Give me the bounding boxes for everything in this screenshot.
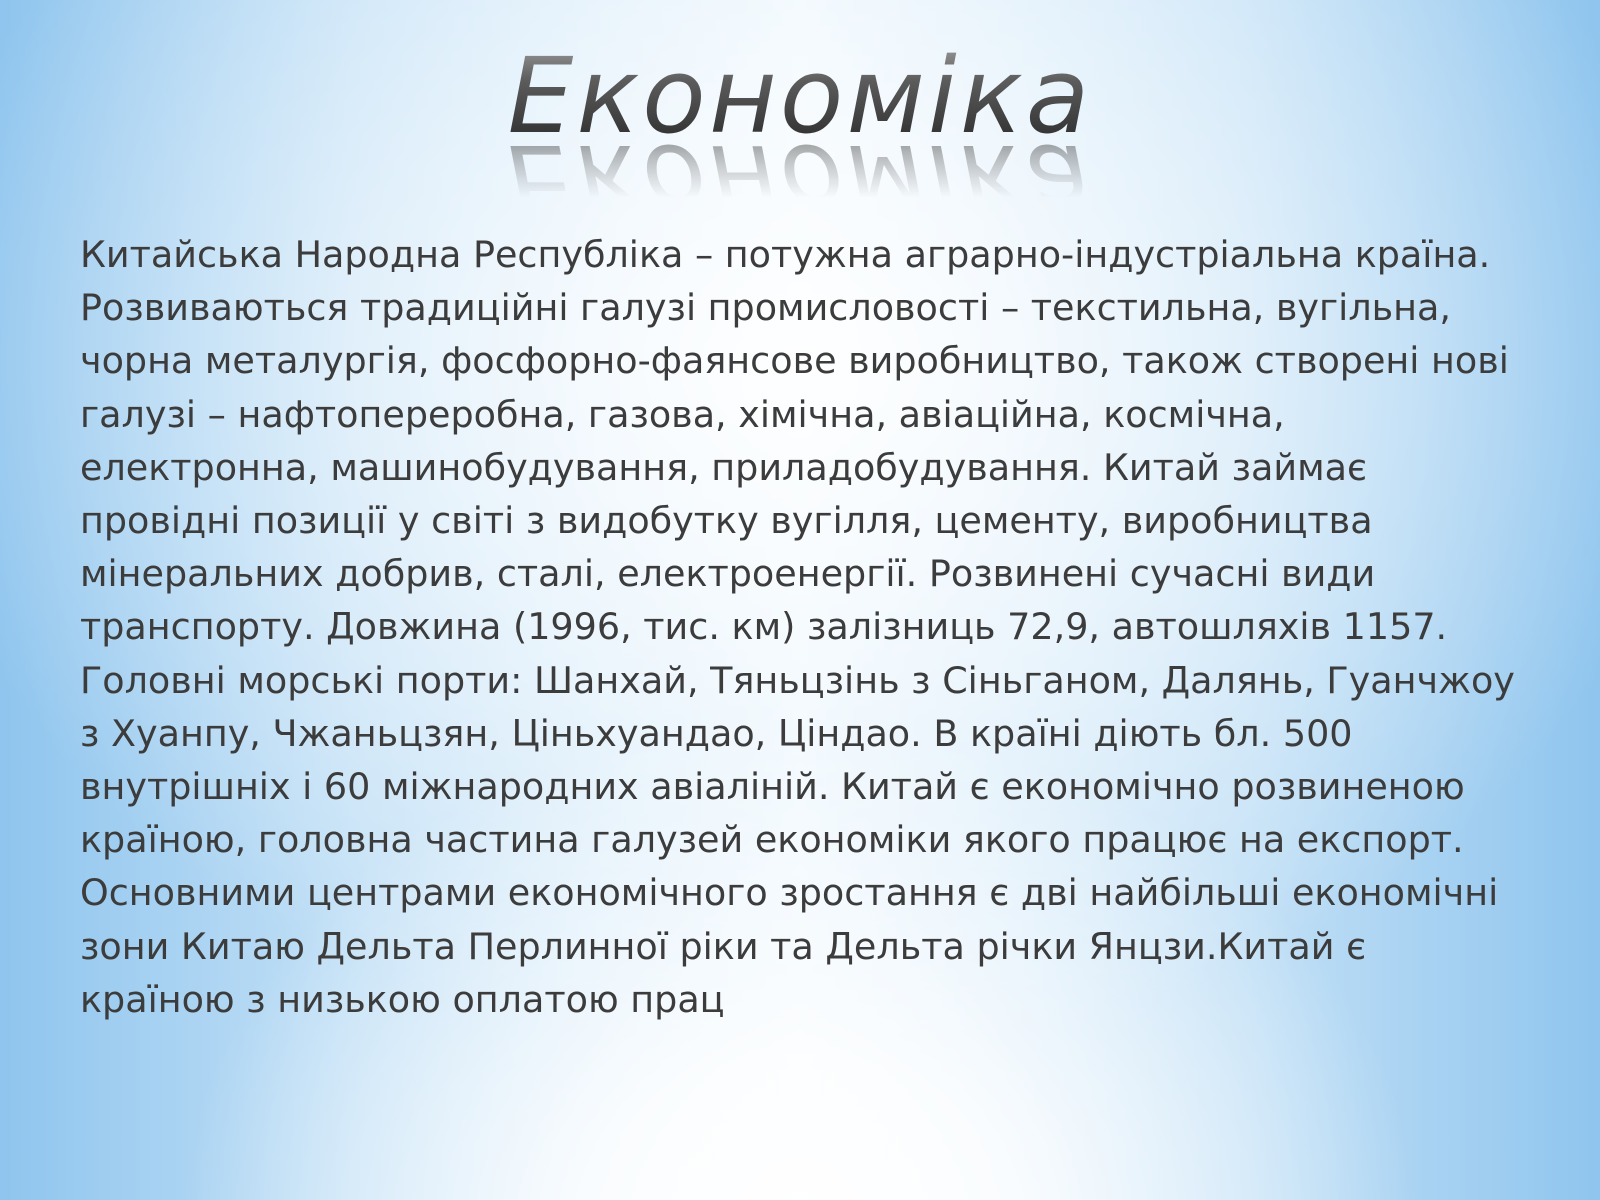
slide-body-text: Китайська Народна Республіка – потужна аграрно-індустріальна країна. Розвиваються традиційні галузі промисловості – текстильна, вугільна, чорна металургія, фосфорно-фаянсове виробництво, також створені нові галузі – нафтопереробна, газова, хімічна, авіаційна, космічна, електронна, машинобудування, приладобудування. Китай займає провідні позиції у світі з видобутку вугілля, цементу, виробництва мінеральних добрив, сталі, електроенергії. Розвинені сучасні види транспорту. Довжина (1996, тис. км) залізниць 72,9, автошляхів 1157. Головні морські порти: Шанхай, Тяньцзінь з Сіньганом, Далянь, Гуанчжоу з Хуанпу, Чжаньцзян, Ціньхуандао, Ціндао. В країні діють бл. 500 внутрішніх і 60 міжнародних авіаліній. Китай є економічно розвиненою країною, головна частина галузей економіки якого працює на експорт. Основними центрами економічного зростання є дві найбільші економічні зони Китаю Дельта Перлинної ріки та Дельта річки Янцзи.Китай є країною з низькою оплатою прац: [80, 233, 1515, 1021]
title-container: [0, 35, 1600, 194]
slide-title: Економіка: [507, 35, 1093, 157]
